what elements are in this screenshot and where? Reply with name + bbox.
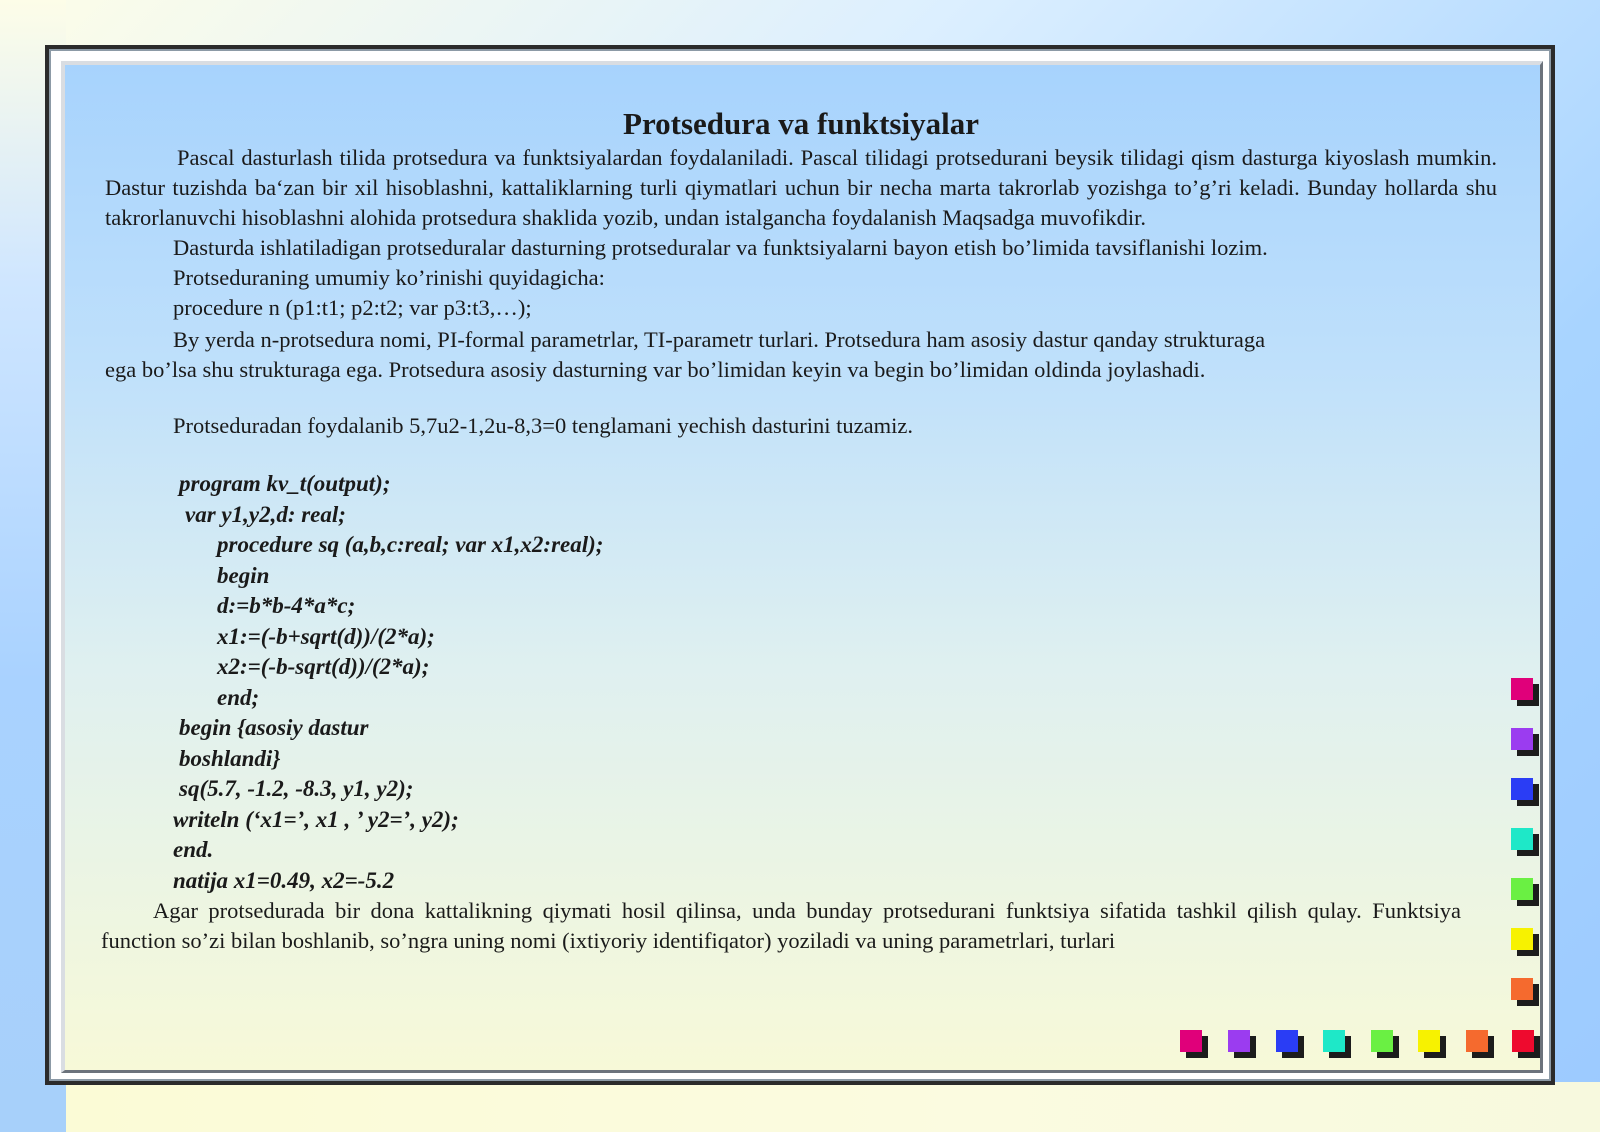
code-line: begin [217, 562, 270, 588]
slide-title: Protsedura va funktsiyalar [623, 106, 979, 141]
code-line: end. [173, 837, 214, 862]
code-line: x1:=(-b+sqrt(d))/(2*a); [217, 623, 435, 649]
decorative-square [1512, 1030, 1534, 1052]
code-line: end; [217, 684, 260, 710]
code-line: program kv_t(output); [179, 471, 391, 496]
paragraph-task: Protseduradan foydalanib 5,7u2-1,2u-8,3=0 tenglamani yechish dasturini tuzamiz. [173, 413, 914, 438]
procedure-signature: procedure n (p1:t1; p2:t2; var p3:t3,…); [173, 295, 532, 320]
code-line: procedure sq (a,b,c:real; var x1,x2:real); [217, 532, 604, 557]
decorative-square [1228, 1030, 1250, 1052]
code-line: x2:=(-b-sqrt(d))/(2*a); [217, 654, 430, 679]
code-block [105, 469, 1497, 896]
decorative-square [1511, 828, 1533, 850]
background-bottom-band [66, 1082, 1600, 1132]
decorative-square [1323, 1030, 1345, 1052]
decorative-square [1466, 1030, 1488, 1052]
spacer [105, 385, 1497, 411]
code-line: sq(5.7, -1.2, -8.3, y1, y2); [179, 776, 414, 801]
decorative-square [1180, 1030, 1202, 1052]
code-line: boshlandi} [179, 745, 281, 771]
slide-frame [45, 45, 1555, 1085]
paragraph-description: Dasturda ishlatiladigan protseduralar dasturning protseduralar va funktsiyalarni bayon etish bo’limida tavsiflanishi lozim. [173, 235, 1268, 260]
decorative-square [1511, 678, 1533, 700]
code-line: d:=b*b-4*a*c; [217, 593, 356, 618]
decorative-square [1511, 778, 1533, 800]
code-line: begin {asosiy dastur [179, 715, 369, 740]
code-line: var y1,y2,d: real; [185, 501, 346, 527]
code-result: natija x1=0.49, x2=-5.2 [173, 867, 395, 893]
decorative-square [1511, 728, 1533, 750]
decorative-square [1371, 1030, 1393, 1052]
paragraph-parameters: By yerda n-protsedura nomi, PI-formal parametrlar, TI-parametr turlari. Protsedura ham asosiy dastur qanday strukturaga [173, 327, 1266, 352]
paragraph-general-form: Protseduraning umumiy ko’rinishi quyidagicha: [173, 265, 605, 290]
paragraph-structure: ega bo’lsa shu strukturaga ega. Protsedura asosiy dasturning var bo’limidan keyin va begin bo’limidan oldinda joylashadi. [105, 357, 1206, 382]
decorative-square [1418, 1030, 1440, 1052]
slide-content [101, 105, 1497, 956]
decorative-square [1511, 878, 1533, 900]
decorative-square [1276, 1030, 1298, 1052]
paragraph-intro: Pascal dasturlash tilida protsedura va funktsiyalardan foydalaniladi. Pascal tilidagi protsedurani beysik tilidagi qism dasturga kiyoslash mumkin. Dastur tuzishda ba‘zan bir xil hisoblashni, kattaliklarning turli qiymatlari uchun bir necha marta takrorlab yozishga to’g’ri keladi. Bunday hollarda shu takrorlanuvchi hisoblashni alohida protsedura shaklida yozib, undan istalgancha foydalanish Maqsadga muvofikdir. [105, 145, 1497, 230]
paragraph-function: Agar protseduradа bir dona kattalikning qiymati hosil qilinsa, unda bunday protsedurani funktsiya sifatida tashkil qilish qulay. Funktsiya function so’zi bilan boshlanib, so’ngra uning nomi (ixtiyoriy identifiqator) yoziladi va uning parametrlari, turlari [101, 898, 1461, 953]
spacer [105, 441, 1497, 469]
decorative-square [1511, 978, 1533, 1000]
decorative-square [1511, 928, 1533, 950]
code-line: writeln (‘x1=’, x1 , ’ y2=’, y2); [173, 806, 459, 832]
slide-panel [61, 61, 1543, 1073]
